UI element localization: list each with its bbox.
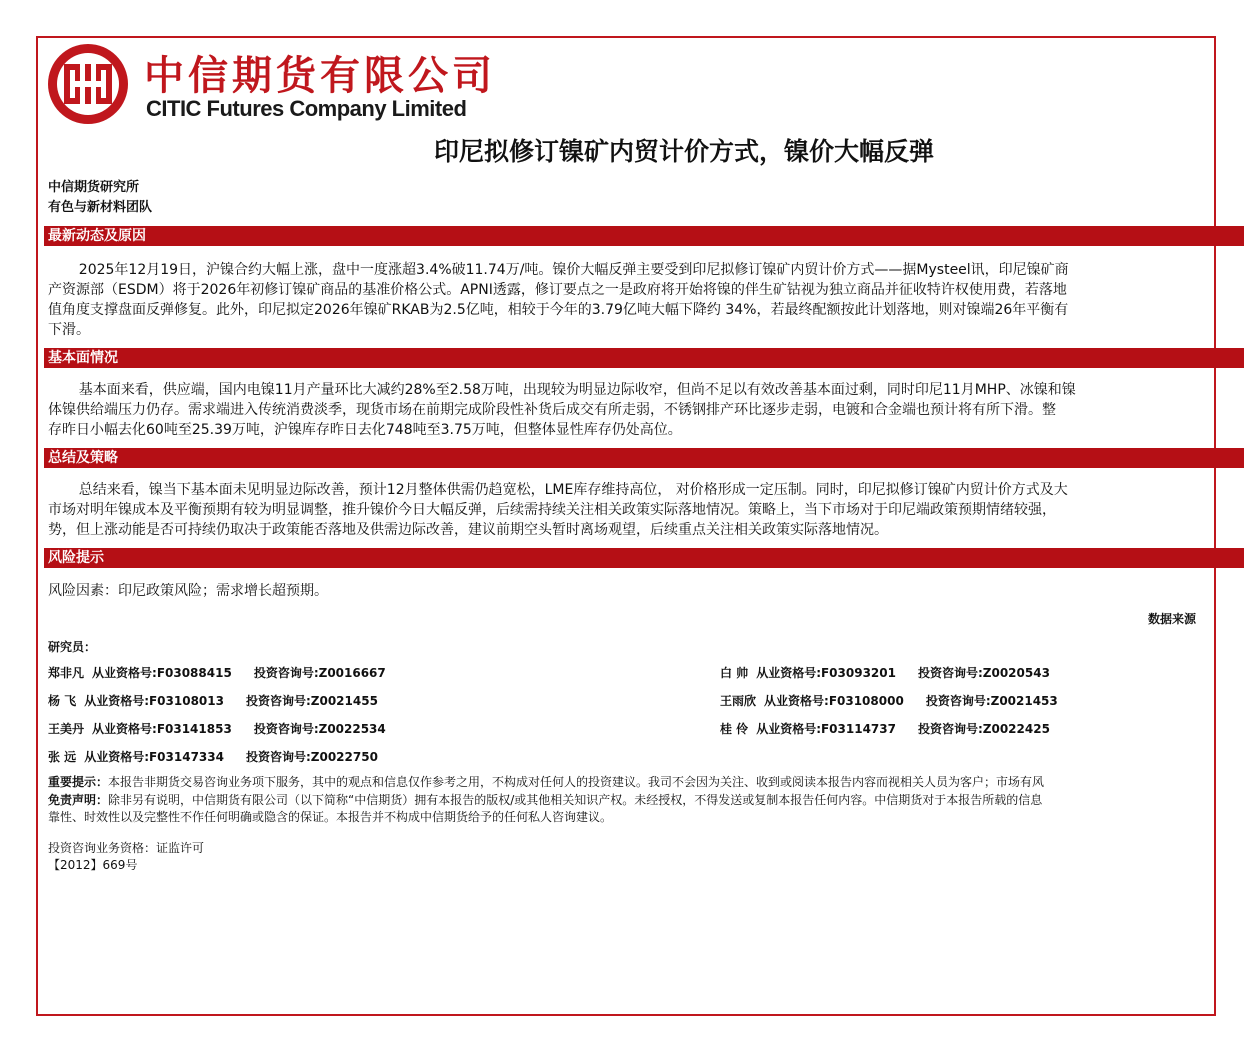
researcher-entry	[720, 664, 1056, 681]
paragraph-line: 2025年12月19日，沪镍合约大幅上涨，盘中一度涨超3.4%破11.74万/吨。镍价大幅反弹主要受到印尼拟修订镍矿内贸计价方式——据Mysteel讯，印尼镍矿商	[78, 262, 1069, 278]
citic-logo	[46, 42, 516, 122]
paragraph-line: 基本面来看，供应端，国内电镍11月产量环比大减约28%至2.58万吨，出现较为明显边际收窄，但尚不足以有效改善基本面过剩，同时印尼11月MHP、冰镍和镍	[78, 382, 1076, 398]
researcher-entry	[48, 720, 392, 737]
paragraph-line: 体镍供给端压力仍存。需求端进入传统消费淡季，现货市场在前期完成阶段性补货后成交有所走弱，不锈钢排产环比逐步走弱，电镀和合金端也预计将有所下滑。整	[48, 402, 1056, 418]
report-frame	[36, 36, 1216, 1016]
org-institute: 中信期货研究所	[48, 180, 140, 195]
disclaimer-continued: 靠性、时效性以及完整性不作任何明确或隐含的保证。本报告并不构成中信期货给予的任何私人咨询建议。	[48, 810, 613, 824]
researcher-consult-id: 投资咨询号:Z0022425	[917, 722, 1050, 736]
section-heading-fundamentals: 基本面情况	[44, 348, 1244, 368]
paragraph-line: 市场对明年镍成本及平衡预期有较为明显调整，推升镍价今日大幅反弹，后续需持续关注相关政策实际落地情况。策略上，当下市场对于印尼端政策预期情绪较强，	[48, 502, 1056, 518]
latest-paragraph	[48, 260, 1248, 340]
important-notice-text: 本报告非期货交易咨询业务项下服务，其中的观点和信息仅作参考之用，不构成对任何人的投资建议。我司不会因为关注、收到或阅读本报告内容而视相关人员为客户；市场有风	[108, 775, 1045, 789]
license-line: 投资咨询业务资格：证监许可	[48, 841, 205, 855]
researcher-qualification: 从业资格号:F03093201	[756, 666, 896, 680]
researcher-name: 张 远	[48, 750, 77, 764]
fundamentals-paragraph	[48, 380, 1248, 440]
researcher-qualification: 从业资格号:F03108013	[84, 694, 224, 708]
paragraph-line: 势，但上涨动能是否可持续仍取决于政策能否落地及供需边际改善，建议前期空头暂时离场观望，后续重点关注相关政策实际落地情况。	[48, 522, 888, 538]
researcher-consult-id: 投资咨询号:Z0022750	[245, 750, 378, 764]
researcher-name: 杨 飞	[48, 694, 77, 708]
risk-factors: 风险因素：印尼政策风险；需求增长超预期。	[48, 583, 328, 599]
paragraph-line: 存昨日小幅去化60吨至25.39万吨，沪镍库存昨日去化748吨至3.75万吨，但整体显性库存仍处高位。	[48, 422, 682, 438]
researcher-entry	[48, 692, 384, 709]
important-notice-label: 重要提示：	[48, 775, 109, 789]
disclaimer	[48, 792, 1248, 809]
researcher-consult-id: 投资咨询号:Z0020543	[917, 666, 1050, 680]
section-heading-summary: 总结及策略	[44, 448, 1244, 468]
disclaimer-text: 除非另有说明，中信期货有限公司（以下简称“中信期货）拥有本报告的版权/或其他相关知识产权。未经授权，不得发送或复制本报告任何内容。中信期货对于本报告所载的信息	[108, 793, 1043, 807]
researcher-consult-id: 投资咨询号:Z0021453	[925, 694, 1058, 708]
important-notice	[48, 774, 1248, 791]
researcher-qualification: 从业资格号:F03108000	[764, 694, 904, 708]
researcher-qualification: 从业资格号:F03141853	[92, 722, 232, 736]
researcher-entry	[720, 692, 1064, 709]
paragraph-line: 产资源部（ESDM）将于2026年初修订镍矿商品的基准价格公式。APNI透露，修订要点之一是政府将开始将镍的伴生矿钴视为独立商品并征收特许权使用费，若落地	[48, 282, 1067, 298]
section-heading-risk: 风险提示	[44, 548, 1244, 568]
researchers-label: 研究员：	[48, 640, 97, 654]
paragraph-line: 总结来看，镍当下基本面未见明显边际改善，预计12月整体供需仍趋宽松，LME库存维持高位， 对价格形成一定压制。同时，印尼拟修订镍矿内贸计价方式及大	[78, 482, 1068, 498]
researcher-qualification: 从业资格号:F03088415	[92, 666, 232, 680]
section-heading-latest: 最新动态及原因	[44, 226, 1244, 246]
researcher-consult-id: 投资咨询号:Z0022534	[253, 722, 386, 736]
researcher-consult-id: 投资咨询号:Z0021455	[245, 694, 378, 708]
company-name-en: CITIC Futures Company Limited	[146, 96, 467, 121]
researcher-qualification: 从业资格号:F03114737	[756, 722, 896, 736]
citic-emblem-icon	[46, 42, 130, 126]
org-team: 有色与新材料团队	[48, 200, 153, 215]
paragraph-line: 下滑。	[48, 322, 90, 338]
researcher-consult-id: 投资咨询号:Z0016667	[253, 666, 386, 680]
disclaimer-label: 免责声明：	[48, 793, 109, 807]
license-number: 【2012】669号	[48, 858, 138, 872]
researcher-entry	[48, 748, 384, 765]
summary-paragraph	[48, 480, 1248, 540]
report-title: 印尼拟修订镍矿内贸计价方式，镍价大幅反弹	[434, 137, 935, 166]
researcher-name: 王美丹	[48, 722, 85, 736]
paragraph-line: 值角度支撑盘面反弹修复。此外，印尼拟定2026年镍矿RKAB为2.5亿吨，相较于今年的3.79亿吨大幅下降约 34%，若最终配额按此计划落地，则对镍端26年平衡有	[48, 302, 1069, 318]
researcher-name: 桂 伶	[720, 722, 749, 736]
researcher-entry	[48, 664, 392, 681]
researcher-name: 白 帅	[720, 666, 749, 680]
researcher-entry	[720, 720, 1056, 737]
researcher-name: 王雨欣	[720, 694, 757, 708]
researcher-name: 郑非凡	[48, 666, 85, 680]
license-info	[48, 840, 204, 874]
research-org	[48, 178, 152, 218]
data-source-label: 数据来源	[1148, 612, 1197, 626]
researcher-qualification: 从业资格号:F03147334	[84, 750, 224, 764]
company-name-cn: 中信期货有限公司	[144, 52, 496, 99]
